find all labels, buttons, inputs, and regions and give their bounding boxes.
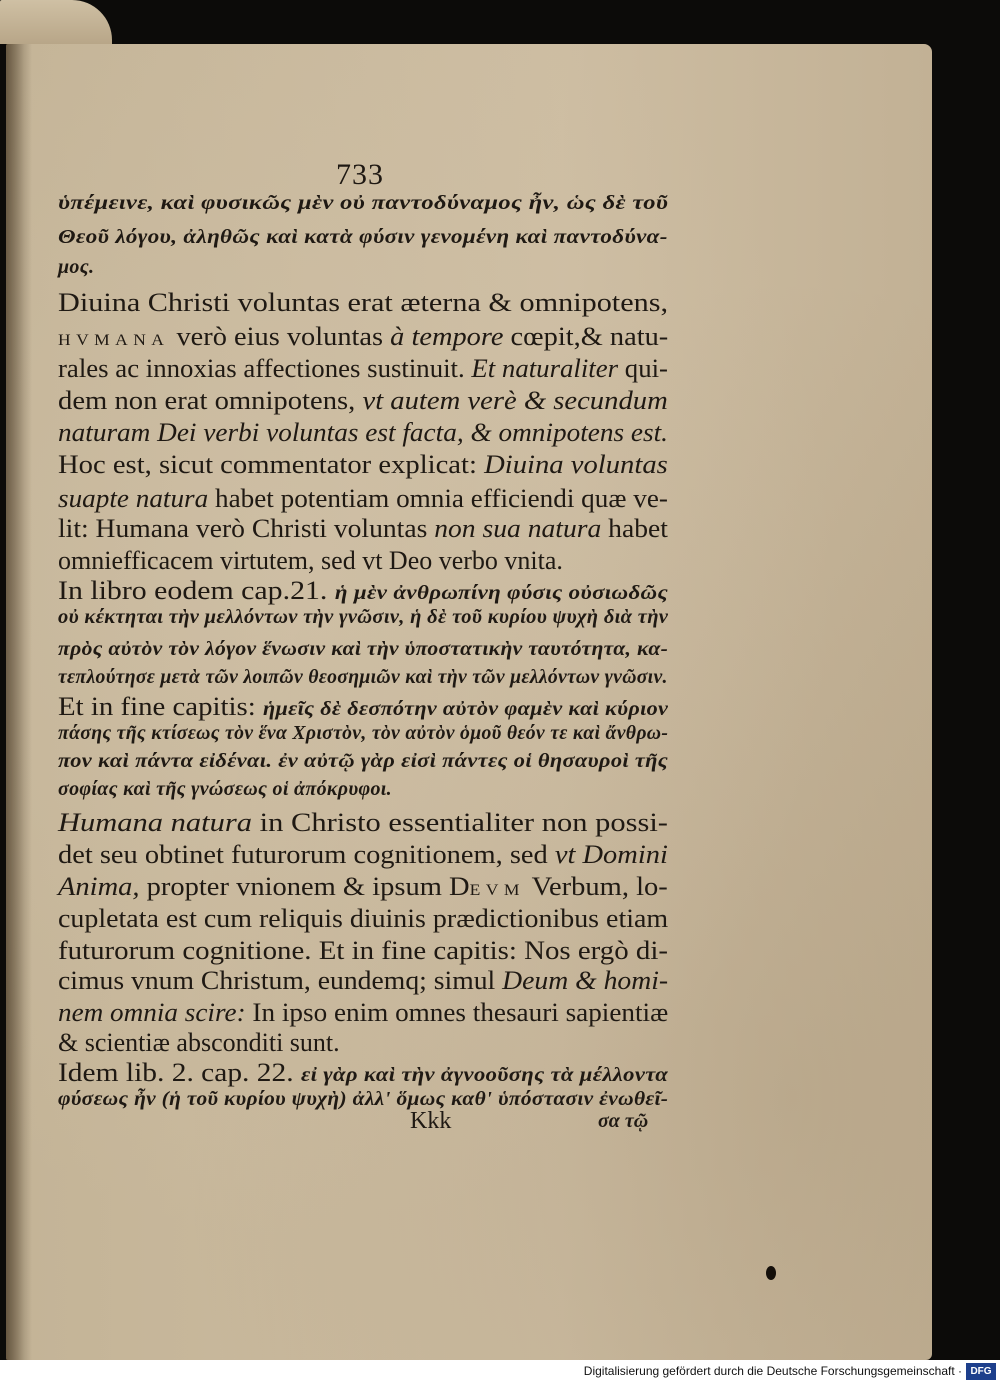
text-segment: πρὸς αὐτὸν τὸν λόγον ἕνωσιν καὶ τὴν ὑποστατικὴν ταυτότητα, κα- — [58, 638, 669, 660]
text-line — [58, 872, 668, 902]
text-segment: habet potentiam omnia efficiendi quæ ve- — [208, 484, 668, 513]
text-segment: σοφίας καὶ τῆς γνώσεως οἱ ἀπόκρυφοι. — [58, 778, 392, 800]
text-segment: & scientiæ absconditi sunt. — [58, 1028, 340, 1057]
text-segment: πον καὶ πάντα εἰδέναι. ἐν αὐτῷ γὰρ εἰσὶ πάντες οἱ θησαυροὶ τῆς — [58, 750, 669, 772]
text-segment: μος. — [58, 256, 95, 278]
text-segment: cupletata est cum reliquis diuinis prædictionibus etiam — [58, 904, 669, 933]
text-line — [58, 722, 668, 745]
text-segment: Hoc est, sicut commentator explicat: — [58, 450, 485, 479]
text-segment: In libro eodem cap.21. — [58, 576, 335, 605]
spine-shadow — [6, 44, 32, 1360]
text-segment: Anima, — [58, 872, 140, 901]
text-line — [58, 386, 668, 416]
text-segment: Verbum, lo- — [524, 872, 668, 901]
text-line — [58, 226, 668, 249]
text-line — [58, 192, 668, 215]
text-segment: ὑπέμεινε, καὶ φυσικῶς μὲν οὐ παντοδύναμος ἦν, ὡς δὲ τοῦ — [58, 192, 669, 214]
text-line — [58, 514, 668, 544]
text-segment: οὐ κέκτηται τὴν μελλόντων τὴν γνῶσιν, ἡ δὲ τοῦ κυρίου ψυχὴ διὰ τὴν — [58, 606, 669, 628]
text-segment: Idem lib. 2. cap. 22. — [58, 1058, 301, 1087]
text-line — [58, 666, 668, 689]
text-segment: τεπλούτησε μετὰ τῶν λοιπῶν θεοσημιῶν καὶ τὴν τῶν μελλόντων γνῶσιν. — [58, 666, 668, 688]
signature-mark: Kkk — [410, 1108, 452, 1134]
text-line — [58, 638, 668, 661]
text-line — [58, 606, 668, 629]
text-line — [58, 936, 668, 966]
text-line — [58, 256, 94, 279]
text-segment: εἰ γὰρ καὶ τὴν ἀγνοοῦσης τὰ μέλλοντα — [300, 1064, 669, 1086]
text-line — [58, 576, 668, 606]
text-line — [58, 904, 668, 934]
text-segment: cœpit,& natu- — [503, 322, 669, 351]
text-line — [58, 966, 668, 996]
text-line — [58, 692, 668, 722]
text-segment: verò eius voluntas — [169, 322, 391, 351]
text-segment: omniefficacem virtutem, sed vt Deo verbo vnita. — [58, 546, 563, 575]
text-segment: à tempore — [390, 322, 504, 351]
text-segment: πάσης τῆς κτίσεως τὸν ἕνα Χριστὸν, τὸν αὐτὸν ὁμοῦ θεόν τε καὶ ἄνθρω- — [58, 722, 669, 744]
text-segment: EVM — [469, 882, 525, 899]
text-segment: ἡ μὲν ἀνθρωπίνη φύσις οὐσιωδῶς — [334, 582, 669, 604]
text-segment: naturam Dei verbi voluntas est facta, & omnipotens est. — [58, 418, 668, 447]
text-segment: non sua natura — [434, 514, 602, 543]
text-segment: in Christo essentialiter non possi- — [252, 808, 668, 837]
text-segment: Diuina voluntas — [484, 450, 668, 479]
text-segment: habet — [601, 514, 668, 543]
text-line — [58, 750, 668, 773]
text-segment: Deum & homi- — [502, 966, 669, 995]
text-line — [58, 418, 668, 448]
text-segment: In ipso enim omnes thesauri sapientiæ — [245, 998, 669, 1027]
footer-bar — [0, 1360, 1000, 1384]
ink-spot — [766, 1266, 776, 1280]
text-line — [58, 808, 668, 838]
text-line — [58, 322, 668, 352]
text-line — [58, 354, 668, 384]
text-segment: Θεοῦ λόγου, ἀληθῶς καὶ κατὰ φύσιν γενομένη καὶ παντοδύνα- — [58, 226, 668, 248]
text-segment: lit: Humana verò Christi voluntas — [58, 514, 435, 543]
funding-notice: Digitalisierung gefördert durch die Deutsche Forschungsgemeinschaft · — [583, 1364, 962, 1378]
text-segment: propter vnionem & ipsum D — [139, 872, 470, 901]
dfg-logo: DFG — [966, 1363, 996, 1380]
text-line — [58, 546, 563, 576]
text-segment: futurorum cognitione. Et in fine capitis: Nos ergò di- — [58, 936, 668, 965]
text-segment: φύσεως ἦν (ἡ τοῦ κυρίου ψυχὴ) ἀλλ' ὅμως καθ' ὑπόστασιν ἐνωθεῖ- — [58, 1088, 669, 1110]
text-line — [58, 778, 392, 801]
text-segment: qui- — [618, 354, 668, 383]
text-line — [58, 1088, 668, 1111]
text-line — [58, 450, 668, 480]
page-number: 733 — [336, 158, 384, 191]
catchword: σα τῷ — [598, 1110, 649, 1132]
text-segment: nem omnia scire: — [58, 998, 246, 1027]
text-segment: cimus vnum Christum, eundemq; simul — [58, 966, 503, 995]
text-segment: det seu obtinet futurorum cognitionem, sed — [58, 840, 555, 869]
text-segment: dem non erat omnipotens, — [58, 386, 363, 415]
text-segment: Et in fine capitis: — [58, 692, 263, 721]
text-segment: vt Domini — [554, 840, 668, 869]
text-segment: Et naturaliter — [471, 354, 619, 383]
text-segment: HVMANA — [58, 332, 170, 349]
text-segment: Humana natura — [58, 808, 253, 837]
text-line — [58, 998, 668, 1028]
text-line — [58, 1058, 668, 1088]
text-segment: Diuina Christi voluntas erat æterna & omnipotens, — [58, 288, 669, 317]
text-line — [58, 484, 668, 514]
text-segment: ἡμεῖς δὲ δεσπότην αὐτὸν φαμὲν καὶ κύριον — [262, 698, 669, 720]
text-line — [58, 840, 668, 870]
book-edge — [0, 0, 112, 44]
text-line — [58, 1028, 340, 1058]
text-segment: suapte natura — [58, 484, 209, 513]
text-segment: rales ac innoxias affectiones sustinuit. — [58, 354, 472, 383]
text-segment: vt autem verè & secundum — [362, 386, 668, 415]
text-line — [58, 288, 668, 318]
